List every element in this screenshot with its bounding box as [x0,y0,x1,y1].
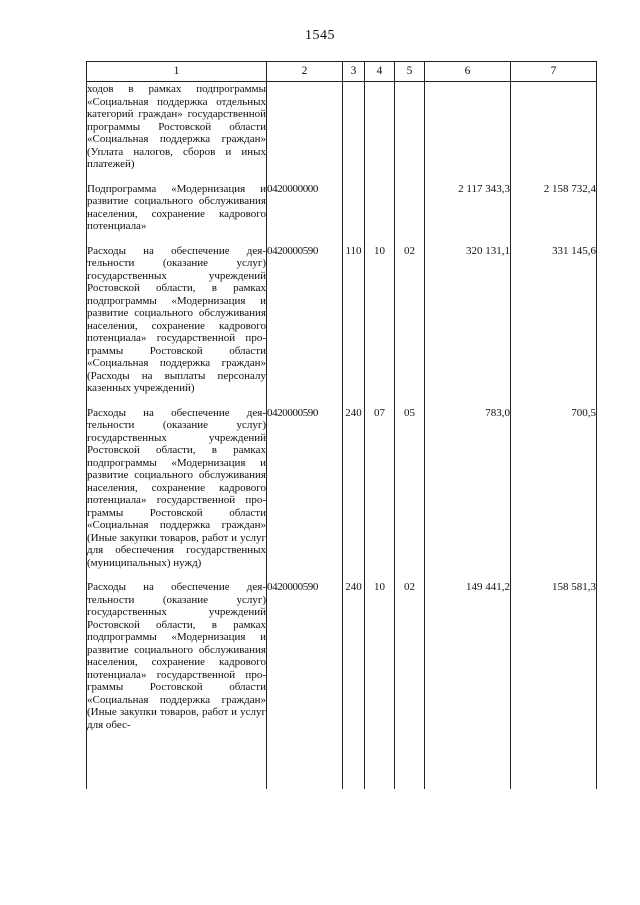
row-col3: 240 [343,569,365,789]
row-amount-7: 158 581,3 [511,569,597,789]
row-code: 0420000590 [267,395,343,570]
row-description: Расходы на обеспечение деятельности (оказание услуг) государственных учреждений Ростовской области, в рамках подпрограммы «Модернизация и развитие социального обслуживания населения, сохранение кадрового потенциала» государственной программы Ростовской области «Социальная поддержка граждан» (Иные закупки товаров, работ и услуг для обес- [87,569,267,789]
table-body [87,82,597,790]
row-col4: 10 [365,569,395,789]
row-col5: 02 [395,233,425,395]
page-number: 1545 [305,28,335,43]
row-col3 [343,82,365,171]
row-amount-7: 700,5 [511,395,597,570]
row-code: 0420000590 [267,569,343,789]
table-row [87,233,597,395]
row-amount-7: 2 158 732,4 [511,171,597,233]
table-row [87,395,597,570]
row-amount-6: 783,0 [425,395,511,570]
column-header-2: 2 [267,62,343,82]
table-row [87,82,597,171]
row-description: Расходы на обеспечение деятельности (оказание услуг) государственных учреждений Ростовской области, в рамках подпрограммы «Модернизация и развитие социального обслуживания населения, сохранение кадрового потенциала» государственной программы Ростовской области «Социальная поддержка граждан» (Иные закупки товаров, работ и услуг для обеспечения государственных (муниципальных) нужд) [87,395,267,570]
row-amount-6: 320 131,1 [425,233,511,395]
table-row [87,171,597,233]
row-col3: 240 [343,395,365,570]
row-amount-6 [425,82,511,171]
row-col4: 10 [365,233,395,395]
row-col3: 110 [343,233,365,395]
row-col4: 07 [365,395,395,570]
table-row [87,569,597,789]
column-header-5: 5 [395,62,425,82]
row-col5: 02 [395,569,425,789]
row-col4 [365,82,395,171]
row-code: 0420000000 [267,171,343,233]
column-header-6: 6 [425,62,511,82]
row-amount-6: 149 441,2 [425,569,511,789]
row-code: 0420000590 [267,233,343,395]
row-description: ходов в рамках подпрограммы «Социальная поддержка отдельных категорий граждан» государственной программы Ростовской области «Социальная поддержка граждан» (Уплата налогов, сборов и иных платежей) [87,83,266,170]
column-header-3: 3 [343,62,365,82]
row-col4 [365,171,395,233]
row-description: Подпрограмма «Модернизация и развитие социального обслуживания населения, сохранение кадрового потенциала» [87,171,267,233]
row-description: Расходы на обеспечение деятельности (оказание услуг) государственных учреждений Ростовской области, в рамках подпрограммы «Модернизация и развитие социального обслуживания населения, сохранение кадрового потенциала» государственной программы Ростовской области «Социальная поддержка граждан» (Расходы на выплаты персоналу казенных учреждений) [87,233,267,395]
budget-table [86,61,597,789]
row-col5: 05 [395,395,425,570]
column-header-7: 7 [511,62,597,82]
row-col5 [395,82,425,171]
column-header-4: 4 [365,62,395,82]
table-header [87,62,597,82]
row-amount-7 [511,82,597,171]
row-amount-7: 331 145,6 [511,233,597,395]
row-col5 [395,171,425,233]
column-header-1: 1 [87,62,267,82]
row-code [267,82,343,171]
row-amount-6: 2 117 343,3 [425,171,511,233]
row-col3 [343,171,365,233]
